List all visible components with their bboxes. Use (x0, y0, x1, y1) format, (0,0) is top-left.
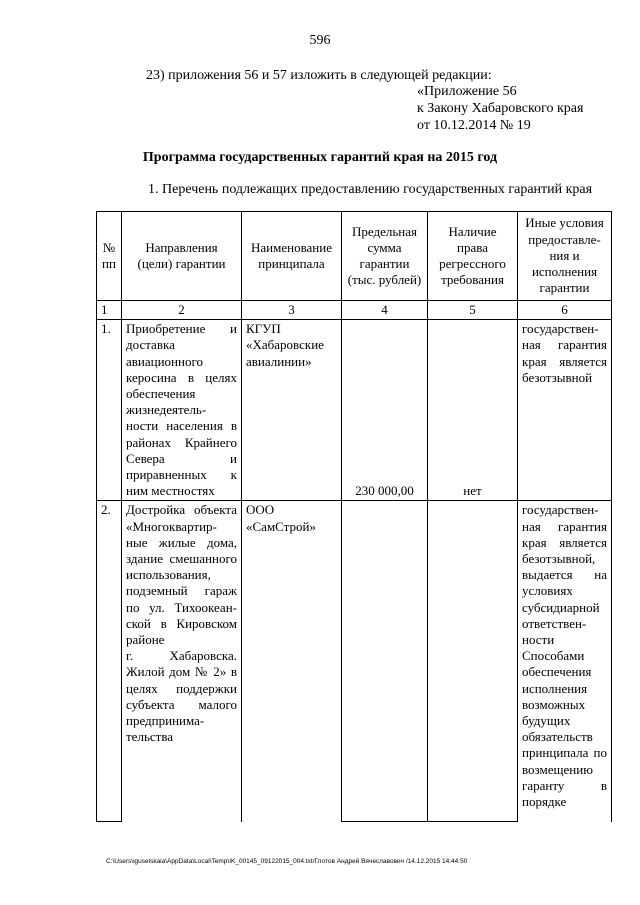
program-title: Программа государственных гарантий края на 2015 год (142, 150, 498, 165)
page-number: 596 (309, 33, 331, 48)
row-amount: 230 000,00 (342, 320, 428, 501)
appendix-title: «Приложение 56 (417, 84, 517, 99)
guarantees-table (96, 211, 612, 822)
header-principal: Наименование принципала (242, 212, 342, 301)
amendment-line: 23) приложения 56 и 57 изложить в следующей редакции: (146, 68, 492, 83)
column-numbers-row (97, 301, 612, 320)
row-number: 1. (97, 320, 122, 501)
column-number: 5 (428, 301, 518, 320)
footer-file-path: C:\Users\iguselskaia\AppData\Local\Temp\IK_00145_09122015_004.txt/Глотов Андрей Вячеславович /14.12.2015 14:44:50 (106, 858, 468, 865)
column-number: 1 (97, 301, 122, 320)
row-purpose: Достройка объекта «Многоквартир-ные жилые дома, здание смешанного использования, подземный гараж по ул. Тихоокеан-ской в Кировском районе г. Хабаровска. Жилой дом № 2» в целях поддержки субъекта малого предпринима-тельства (122, 501, 242, 822)
row-amount (342, 501, 428, 822)
row-conditions: государствен-ная гарантия края является безотзывной (518, 320, 612, 501)
column-number: 3 (242, 301, 342, 320)
row-number: 2. (97, 501, 122, 822)
table-row (97, 320, 612, 501)
appendix-date: от 10.12.2014 № 19 (417, 118, 531, 133)
column-number: 2 (122, 301, 242, 320)
section-title: 1. Перечень подлежащих предоставлению государственных гарантий края (148, 182, 593, 197)
header-amount: Предельная сумма гарантии (тыс. рублей) (342, 212, 428, 301)
header-conditions: Иные условия предоставле- ния и исполнения гарантии (518, 212, 612, 301)
appendix-law: к Закону Хабаровского края (417, 101, 584, 116)
row-regress: нет (428, 320, 518, 501)
header-purpose: Направления (цели) гарантии (122, 212, 242, 301)
row-conditions: государствен-ная гарантия края является безотзывной, выдается на условиях субсидиарной ответствен-ности Способами обеспечения исполнения возможных будущих обязательств принципала по возмещению гаранту в порядке (518, 501, 612, 822)
row-purpose: Приобретение и доставка авиационного керосина в целях обеспечения жизнедеятель-ности населения в районах Крайнего Севера и приравненных к ним местностях (122, 320, 242, 501)
row-principal: КГУП «Хабаровские авиалинии» (242, 320, 342, 501)
header-regress: Наличие права регрессного требования (428, 212, 518, 301)
row-regress (428, 501, 518, 822)
header-number: № пп (97, 212, 122, 301)
table-header-row (97, 212, 612, 301)
column-number: 4 (342, 301, 428, 320)
row-principal: ООО «СамСтрой» (242, 501, 342, 822)
table-row (97, 501, 612, 822)
column-number: 6 (518, 301, 612, 320)
